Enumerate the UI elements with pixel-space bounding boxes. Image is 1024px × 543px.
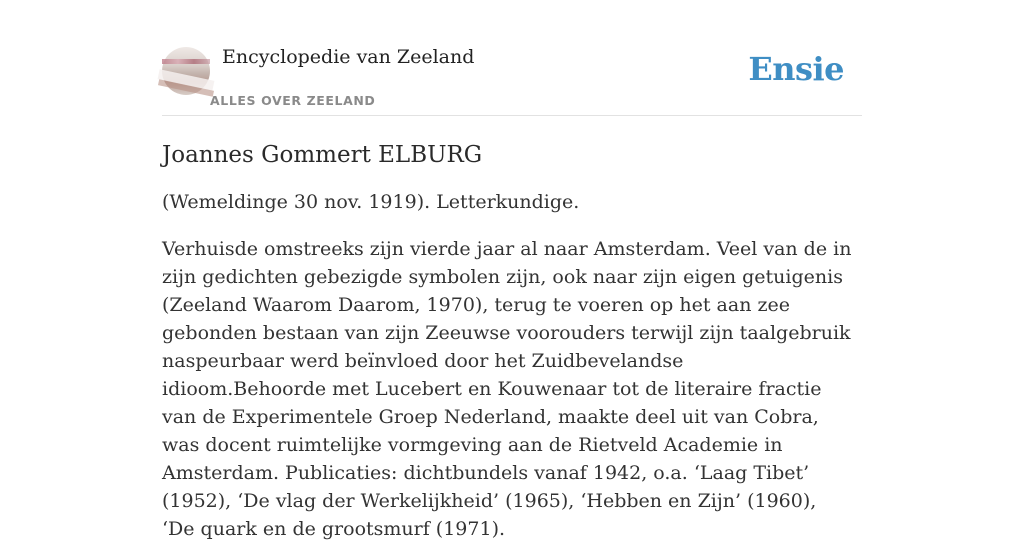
article-title: Joannes Gommert ELBURG	[162, 142, 483, 168]
article-body: Verhuisde omstreeks zijn vierde jaar al naar Amsterdam. Veel van de in zijn gedichten gebezigde symbolen zijn, ook naar zijn eigen getuigenis (Zeeland Waarom Daarom, 1970), terug te voeren op het aan zee gebonden bestaan van zijn Zeeuwse voorouders terwijl zijn taalgebruik naspeurbaar werd beïnvloed door het Zuidbevelandse idioom.Behoorde met Lucebert en Kouwenaar tot de literaire fractie van de Experimentele Groep Nederland, maakte deel uit van Cobra, was docent ruimtelijke vormgeving aan de Rietveld Academie in Amsterdam. Publicaties: dichtbundels vanaf 1942, o.a. ‘Laag Tibet’ (1952), ‘De vlag der Werkelijkheid’ (1965), ‘Hebben en Zijn’ (1960), ‘De quark en de grootsmurf (1971).	[162, 238, 852, 540]
site-header	[162, 0, 862, 116]
article-lead: (Wemeldinge 30 nov. 1919). Letterkundige.	[162, 191, 580, 213]
ensie-logo[interactable]: Ensie	[748, 50, 844, 88]
article	[162, 138, 852, 543]
site-title[interactable]: Encyclopedie van Zeeland	[222, 46, 475, 68]
site-subtitle: ALLES OVER ZEELAND	[210, 93, 376, 108]
avatar-detail	[162, 59, 210, 64]
site-avatar[interactable]	[162, 47, 210, 95]
